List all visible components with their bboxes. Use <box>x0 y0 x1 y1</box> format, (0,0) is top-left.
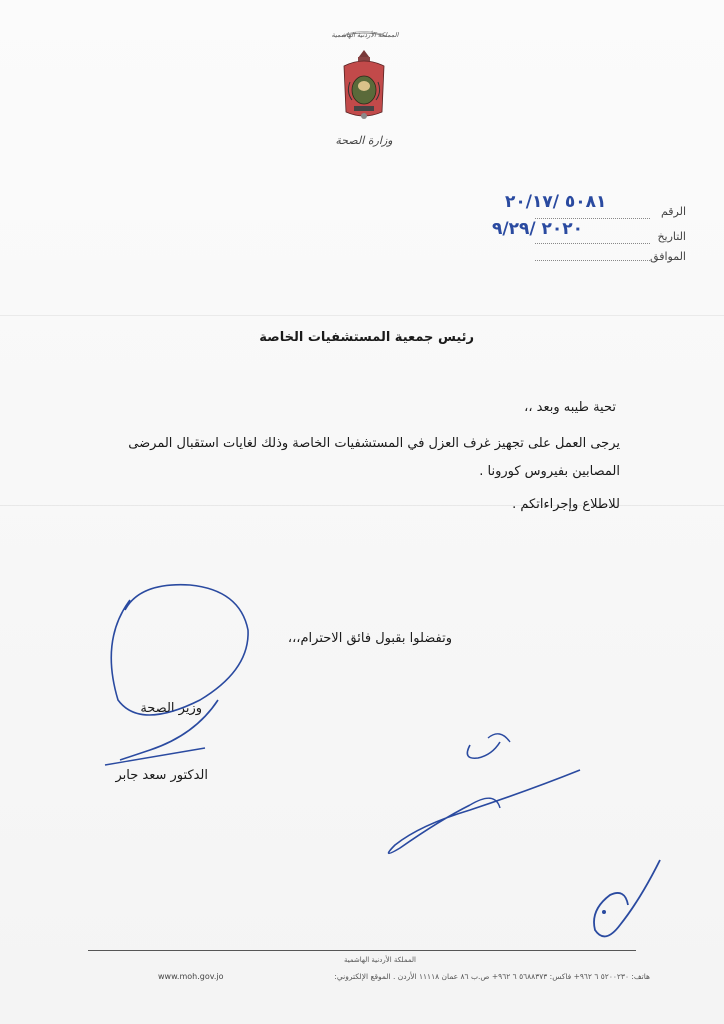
closing: وتفضلوا بقبول فائق الاحترام،،، <box>287 631 452 646</box>
signatory-name: الدكتور سعد جابر <box>115 768 208 783</box>
date-label: التاريخ <box>657 230 686 243</box>
request-line: للاطلاع وإجراءاتكم . <box>512 497 620 512</box>
addressee: رئيس جمعية المستشفيات الخاصة <box>259 330 474 345</box>
ministry-name: وزارة الصحة <box>335 134 393 147</box>
body-line-1: يرجى العمل على تجهيز غرف العزل في المستشفيات الخاصة وذلك لغايات استقبال المرضى <box>128 436 620 451</box>
emblem-caption: المملكة الأردنية الهاشمية <box>331 31 399 39</box>
footer-divider <box>88 950 636 951</box>
body-line-2: المصابين بفيروس كورونا . <box>479 464 620 479</box>
footer-website: www.moh.gov.jo <box>158 972 224 981</box>
footer-kingdom: المملكة الأردنية الهاشمية <box>343 956 417 964</box>
greeting: تحية طيبه وبعد ،، <box>524 400 616 415</box>
number-label: الرقم <box>660 205 686 218</box>
footer-contact: هاتف: ٥٢٠٠٢٣٠ ٦ ٩٦٢+ فاكس: ٥٦٨٨٣٧٣ ٦ ٩٦٢+ ص.ب ٨٦ عمان ١١١١٨ الأردن . الموقع الإلكتروني: <box>334 972 650 981</box>
date-value: ٢٠٢٠ /٩/٢٩ <box>492 219 583 239</box>
number-value: ٥٠٨١ /٢٠/١٧ <box>505 192 607 212</box>
hijri-label: الموافق <box>650 250 686 263</box>
signatory-title: وزير الصحة <box>140 701 202 716</box>
